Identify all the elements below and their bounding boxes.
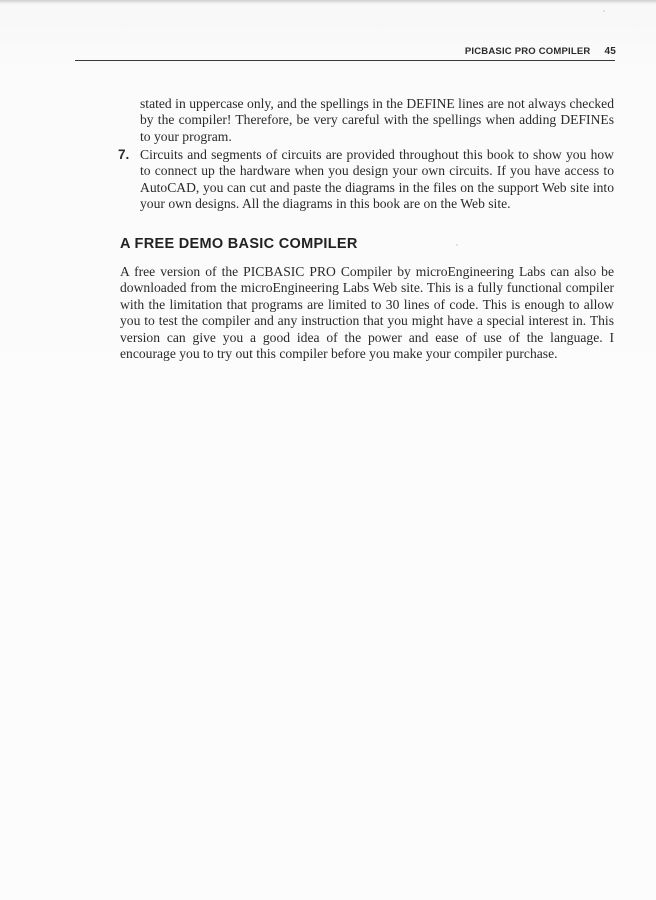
scan-speck: [456, 244, 458, 246]
running-header: [465, 46, 616, 57]
running-title: PICBASIC PRO COMPILER: [464, 46, 591, 57]
section-paragraph: A free version of the PICBASIC PRO Compiler by microEngineering Labs can also be downloaded from the microEngineering Labs Web site. This is a fully functional compiler with the limitation that programs are limited to 30 lines of code. This is enough to allow you to test the compiler and any instruction that you might have a special interest in. This version can give you a good idea of the power and ease of use of the language. I encourage you to try out this compiler before you make your compiler purchase.: [120, 264, 614, 362]
header-rule: [75, 60, 615, 61]
page-number: 45: [604, 46, 616, 57]
continued-paragraph: stated in uppercase only, and the spellings in the DEFINE lines are not always checked by the compiler! Therefore, be very careful with the spellings when adding DEFINEs to your program.: [140, 96, 614, 144]
list-item-text: Circuits and segments of circuits are provided throughout this book to show you how to connect up the hardware when you design your own circuits. If you have access to AutoCAD, you can cut and paste the diagrams in the files on the support Web site into your own designs. All the diagrams in this book are on the Web site.: [140, 147, 614, 212]
scan-speck: [603, 10, 605, 12]
section-heading: A FREE DEMO BASIC COMPILER: [120, 236, 358, 252]
list-item-number: 7.: [118, 147, 130, 162]
scan-top-edge: [0, 0, 656, 4]
